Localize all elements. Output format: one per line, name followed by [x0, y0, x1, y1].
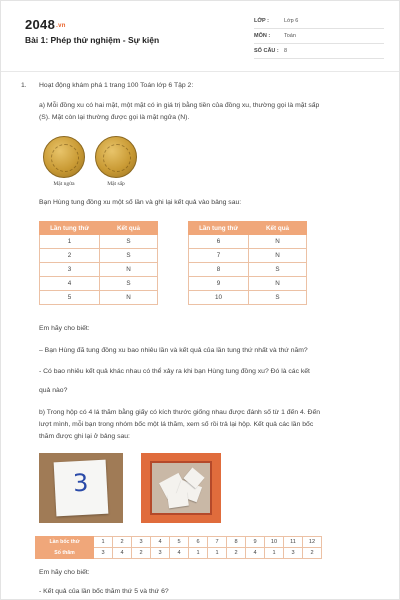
toss-result: S: [100, 235, 158, 249]
draw-number: 1: [94, 537, 113, 548]
question-number: 1.: [21, 82, 27, 89]
toss-result: S: [249, 291, 307, 305]
meta-row-grade: [254, 15, 384, 29]
draw-number: 9: [246, 537, 265, 548]
part-b-line-3: thăm được ghi lại ở bảng sau:: [39, 433, 130, 440]
part-b-line-2: lượt mình, mỗi bạn trong nhóm bốc một lá thăm, xem số rồi trả lại hộp. Kết quả các lần bốc: [39, 421, 314, 428]
toss-number: 2: [40, 249, 100, 263]
card-value: 3: [151, 548, 170, 559]
toss-number: 3: [40, 263, 100, 277]
toss-result: N: [249, 277, 307, 291]
card-value: 4: [246, 548, 265, 559]
toss-number: 1: [40, 235, 100, 249]
meta-value: 8: [284, 48, 288, 54]
card-value: 2: [227, 548, 246, 559]
toss-result: N: [100, 291, 158, 305]
box-interior: [150, 461, 212, 515]
table-row: [40, 263, 158, 277]
toss-number: 6: [189, 235, 249, 249]
card-value: 3: [94, 548, 113, 559]
table-row: [40, 249, 158, 263]
column-header: Lần tung thứ: [40, 222, 100, 235]
toss-number: 7: [189, 249, 249, 263]
logo-text: 2048: [25, 17, 56, 32]
table-row: [189, 277, 307, 291]
table-row: [40, 277, 158, 291]
draw-number: 11: [284, 537, 303, 548]
row-header: Số thăm: [36, 548, 94, 559]
part-a-line-1: a) Mỗi đồng xu có hai mặt, một mặt có in giá trị bằng tiền của đồng xu, thường gọi là mặt sấp: [39, 102, 320, 109]
card-value: 1: [189, 548, 208, 559]
toss-result: N: [100, 263, 158, 277]
drawn-card-image: [39, 453, 123, 523]
draw-results-table: [35, 536, 322, 559]
draw-number: 4: [151, 537, 170, 548]
toss-number: 10: [189, 291, 249, 305]
table-row: [189, 249, 307, 263]
table-row: [40, 291, 158, 305]
table-row: [189, 291, 307, 305]
draw-number: 8: [227, 537, 246, 548]
meta-key: MÔN :: [254, 33, 271, 39]
header-divider: [1, 71, 399, 72]
table-row: [36, 537, 322, 548]
card-value: 2: [303, 548, 322, 559]
card-value: 4: [113, 548, 132, 559]
bullet-1: – Bạn Hùng đã tung đồng xu bao nhiêu lần và kết quả của lần tung thứ nhất và thứ năm?: [39, 347, 308, 354]
card-value: 1: [265, 548, 284, 559]
meta-key: LỚP :: [254, 18, 269, 24]
part-a-line-2: (S). Mặt còn lại thường được gọi là mặt ngửa (N).: [39, 114, 190, 121]
draw-number: 3: [132, 537, 151, 548]
ask-text-2: Em hãy cho biết:: [39, 569, 90, 576]
coin-heads-image: [43, 136, 85, 178]
paper-card: [54, 460, 109, 517]
table-row: [189, 235, 307, 249]
toss-number: 8: [189, 263, 249, 277]
toss-result: N: [249, 235, 307, 249]
toss-number: 5: [40, 291, 100, 305]
coin-tails-image: [95, 136, 137, 178]
bullet-2-line-2: quả nào?: [39, 387, 68, 394]
column-header: Lần tung thứ: [189, 222, 249, 235]
bullet-3: - Kết quả của lần bốc thăm thứ 5 và thứ 6?: [39, 588, 169, 595]
question-title: Hoạt động khám phá 1 trang 100 Toán lớp 6 Tập 2:: [39, 82, 194, 89]
toss-result: N: [249, 249, 307, 263]
coin-results-table-left: [39, 221, 158, 305]
table-row: [189, 263, 307, 277]
draw-number: 6: [189, 537, 208, 548]
row-header: Lần bốc thứ: [36, 537, 94, 548]
draw-number: 5: [170, 537, 189, 548]
draw-number: 7: [208, 537, 227, 548]
folded-paper: [167, 492, 189, 509]
toss-result: S: [100, 249, 158, 263]
toss-result: S: [100, 277, 158, 291]
meta-value: Toán: [284, 33, 296, 39]
column-header: Kết quả: [249, 222, 307, 235]
card-number: 3: [72, 468, 90, 498]
worksheet-header: [1, 1, 399, 71]
meta-row-question-count: [254, 45, 384, 59]
toss-number: 9: [189, 277, 249, 291]
table-intro: Bạn Hùng tung đồng xu một số lần và ghi lại kết quả vào bảng sau:: [39, 199, 242, 206]
lesson-title: Bài 1: Phép thử nghiệm - Sự kiện: [25, 35, 160, 45]
bullet-2-line-1: - Có bao nhiêu kết quả khác nhau có thể xảy ra khi bạn Hùng tung đồng xu? Đó là các kết: [39, 368, 310, 375]
draw-number: 12: [303, 537, 322, 548]
draw-number: 10: [265, 537, 284, 548]
toss-number: 4: [40, 277, 100, 291]
logo-suffix: .vn: [56, 23, 66, 29]
table-row: [36, 548, 322, 559]
meta-key: SỐ CÂU :: [254, 48, 279, 54]
ask-text-1: Em hãy cho biết:: [39, 325, 90, 332]
column-header: Kết quả: [100, 222, 158, 235]
meta-value: Lớp 6: [284, 18, 299, 24]
toss-result: S: [249, 263, 307, 277]
coin-heads-caption: Mặt ngửa: [53, 181, 75, 187]
card-value: 2: [132, 548, 151, 559]
part-b-line-1: b) Trong hộp có 4 lá thăm bằng giấy có kích thước giống nhau được đánh số từ 1 đến 4. Đến: [39, 409, 321, 416]
card-value: 4: [170, 548, 189, 559]
coin-tails-caption: Mặt sấp: [107, 181, 125, 187]
lottery-box-image: [141, 453, 221, 523]
site-logo[interactable]: [25, 17, 66, 32]
coin-results-table-right: [188, 221, 307, 305]
meta-row-subject: [254, 30, 384, 44]
card-value: 1: [208, 548, 227, 559]
draw-number: 2: [113, 537, 132, 548]
card-value: 3: [284, 548, 303, 559]
table-row: [40, 235, 158, 249]
